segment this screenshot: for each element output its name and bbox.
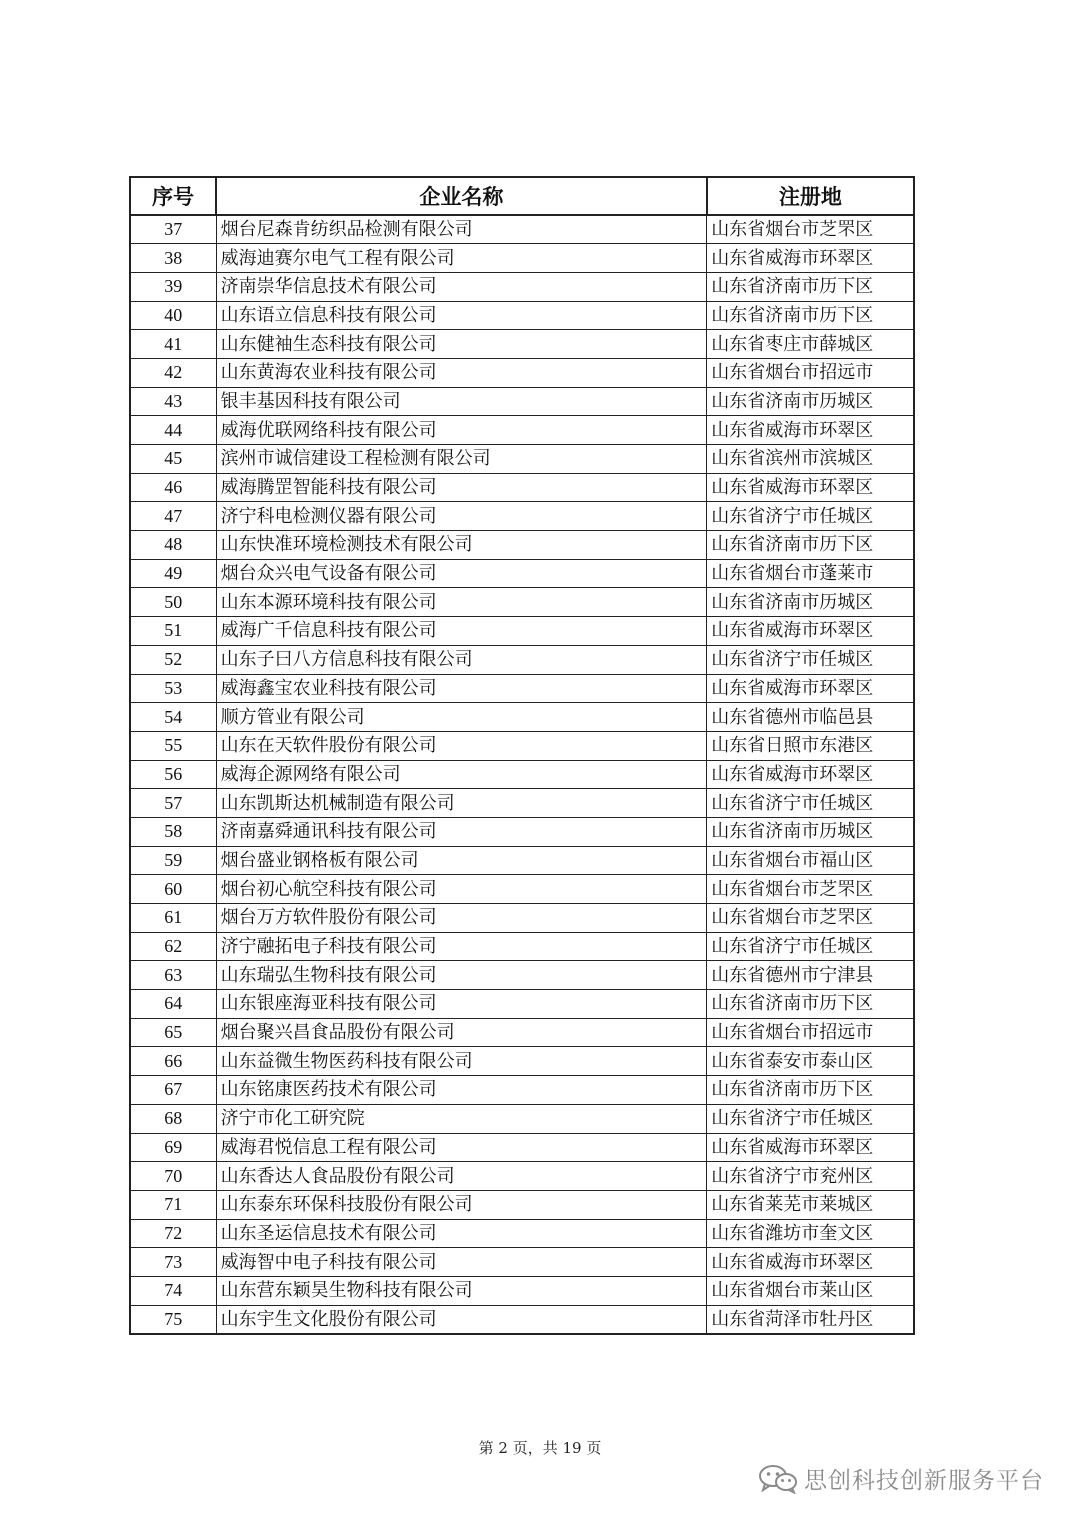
cell-registered-location: 山东省日照市东港区 xyxy=(707,731,914,760)
cell-serial-no: 74 xyxy=(130,1276,216,1305)
table-row xyxy=(130,1190,914,1219)
table-row xyxy=(130,473,914,502)
cell-registered-location: 山东省济宁市任城区 xyxy=(707,502,914,531)
cell-serial-no: 69 xyxy=(130,1133,216,1162)
cell-registered-location: 山东省莱芜市莱城区 xyxy=(707,1190,914,1219)
cell-registered-location: 山东省济南市历下区 xyxy=(707,301,914,330)
cell-serial-no: 38 xyxy=(130,244,216,273)
table-row xyxy=(130,1133,914,1162)
cell-serial-no: 51 xyxy=(130,617,216,646)
table-row xyxy=(130,1276,914,1305)
cell-serial-no: 48 xyxy=(130,531,216,560)
cell-registered-location: 山东省滨州市滨城区 xyxy=(707,445,914,474)
cell-serial-no: 57 xyxy=(130,789,216,818)
cell-registered-location: 山东省德州市临邑县 xyxy=(707,703,914,732)
cell-serial-no: 56 xyxy=(130,760,216,789)
cell-serial-no: 43 xyxy=(130,387,216,416)
cell-company-name: 济南嘉舜通讯科技有限公司 xyxy=(216,817,707,846)
cell-company-name: 威海优联网络科技有限公司 xyxy=(216,416,707,445)
table-row xyxy=(130,272,914,301)
cell-company-name: 山东泰东环保科技股份有限公司 xyxy=(216,1190,707,1219)
cell-company-name: 山东宇生文化股份有限公司 xyxy=(216,1305,707,1334)
table-row xyxy=(130,760,914,789)
header-registered-location: 注册地 xyxy=(707,177,914,215)
cell-registered-location: 山东省威海市环翠区 xyxy=(707,244,914,273)
watermark-text: 思创科技创新服务平台 xyxy=(804,1468,1044,1494)
table-row xyxy=(130,875,914,904)
cell-serial-no: 63 xyxy=(130,961,216,990)
cell-registered-location: 山东省济南市历城区 xyxy=(707,588,914,617)
table-row xyxy=(130,387,914,416)
cell-registered-location: 山东省威海市环翠区 xyxy=(707,416,914,445)
cell-company-name: 济宁科电检测仪器有限公司 xyxy=(216,502,707,531)
cell-company-name: 烟台盛业钢格板有限公司 xyxy=(216,846,707,875)
cell-company-name: 山东香达人食品股份有限公司 xyxy=(216,1162,707,1191)
cell-registered-location: 山东省济南市历下区 xyxy=(707,272,914,301)
cell-company-name: 山东健袖生态科技有限公司 xyxy=(216,330,707,359)
cell-company-name: 顺方管业有限公司 xyxy=(216,703,707,732)
table-row xyxy=(130,645,914,674)
cell-company-name: 威海企源网络有限公司 xyxy=(216,760,707,789)
cell-serial-no: 59 xyxy=(130,846,216,875)
cell-registered-location: 山东省威海市环翠区 xyxy=(707,473,914,502)
cell-company-name: 威海迪赛尔电气工程有限公司 xyxy=(216,244,707,273)
table-row xyxy=(130,904,914,933)
table-row xyxy=(130,416,914,445)
cell-registered-location: 山东省烟台市莱山区 xyxy=(707,1276,914,1305)
table-row xyxy=(130,1018,914,1047)
table-row xyxy=(130,932,914,961)
cell-registered-location: 山东省威海市环翠区 xyxy=(707,760,914,789)
cell-registered-location: 山东省泰安市泰山区 xyxy=(707,1047,914,1076)
cell-serial-no: 54 xyxy=(130,703,216,732)
cell-serial-no: 67 xyxy=(130,1076,216,1105)
cell-serial-no: 45 xyxy=(130,445,216,474)
table-row xyxy=(130,358,914,387)
table-row xyxy=(130,961,914,990)
header-serial-no: 序号 xyxy=(130,177,216,215)
cell-registered-location: 山东省潍坊市奎文区 xyxy=(707,1219,914,1248)
cell-company-name: 山东在天软件股份有限公司 xyxy=(216,731,707,760)
cell-company-name: 山东快准环境检测技术有限公司 xyxy=(216,531,707,560)
cell-serial-no: 75 xyxy=(130,1305,216,1334)
cell-registered-location: 山东省济宁市任城区 xyxy=(707,1104,914,1133)
cell-registered-location: 山东省济南市历下区 xyxy=(707,1076,914,1105)
cell-serial-no: 66 xyxy=(130,1047,216,1076)
cell-serial-no: 64 xyxy=(130,990,216,1019)
cell-registered-location: 山东省菏泽市牡丹区 xyxy=(707,1305,914,1334)
cell-serial-no: 60 xyxy=(130,875,216,904)
cell-registered-location: 山东省济南市历下区 xyxy=(707,531,914,560)
cell-company-name: 烟台聚兴昌食品股份有限公司 xyxy=(216,1018,707,1047)
cell-serial-no: 55 xyxy=(130,731,216,760)
cell-serial-no: 70 xyxy=(130,1162,216,1191)
cell-company-name: 山东子曰八方信息科技有限公司 xyxy=(216,645,707,674)
cell-company-name: 威海鑫宝农业科技有限公司 xyxy=(216,674,707,703)
cell-company-name: 滨州市诚信建设工程检测有限公司 xyxy=(216,445,707,474)
cell-company-name: 济宁融拓电子科技有限公司 xyxy=(216,932,707,961)
cell-company-name: 济南崇华信息技术有限公司 xyxy=(216,272,707,301)
cell-serial-no: 39 xyxy=(130,272,216,301)
cell-company-name: 山东营东颖昊生物科技有限公司 xyxy=(216,1276,707,1305)
cell-serial-no: 61 xyxy=(130,904,216,933)
cell-registered-location: 山东省威海市环翠区 xyxy=(707,1133,914,1162)
cell-registered-location: 山东省烟台市招远市 xyxy=(707,1018,914,1047)
cell-company-name: 山东凯斯达机械制造有限公司 xyxy=(216,789,707,818)
cell-company-name: 山东黄海农业科技有限公司 xyxy=(216,358,707,387)
cell-registered-location: 山东省济宁市任城区 xyxy=(707,789,914,818)
table-row xyxy=(130,244,914,273)
table-row xyxy=(130,703,914,732)
cell-registered-location: 山东省烟台市芝罘区 xyxy=(707,215,914,244)
company-table xyxy=(129,176,915,1335)
cell-company-name: 威海腾罡智能科技有限公司 xyxy=(216,473,707,502)
table-row xyxy=(130,731,914,760)
cell-registered-location: 山东省烟台市芝罘区 xyxy=(707,875,914,904)
cell-serial-no: 44 xyxy=(130,416,216,445)
header-company-name: 企业名称 xyxy=(216,177,707,215)
cell-registered-location: 山东省德州市宁津县 xyxy=(707,961,914,990)
cell-serial-no: 50 xyxy=(130,588,216,617)
table-row xyxy=(130,990,914,1019)
cell-registered-location: 山东省枣庄市薛城区 xyxy=(707,330,914,359)
cell-company-name: 济宁市化工研究院 xyxy=(216,1104,707,1133)
cell-registered-location: 山东省济南市历城区 xyxy=(707,817,914,846)
cell-company-name: 山东本源环境科技有限公司 xyxy=(216,588,707,617)
cell-serial-no: 71 xyxy=(130,1190,216,1219)
cell-company-name: 烟台初心航空科技有限公司 xyxy=(216,875,707,904)
cell-registered-location: 山东省烟台市蓬莱市 xyxy=(707,559,914,588)
cell-serial-no: 73 xyxy=(130,1248,216,1277)
table-row xyxy=(130,817,914,846)
cell-registered-location: 山东省烟台市招远市 xyxy=(707,358,914,387)
table-row xyxy=(130,559,914,588)
cell-company-name: 山东益微生物医药科技有限公司 xyxy=(216,1047,707,1076)
cell-serial-no: 37 xyxy=(130,215,216,244)
cell-serial-no: 47 xyxy=(130,502,216,531)
cell-company-name: 银丰基因科技有限公司 xyxy=(216,387,707,416)
cell-serial-no: 65 xyxy=(130,1018,216,1047)
table-row xyxy=(130,789,914,818)
cell-registered-location: 山东省烟台市福山区 xyxy=(707,846,914,875)
table-body xyxy=(130,215,914,1334)
cell-serial-no: 53 xyxy=(130,674,216,703)
cell-serial-no: 40 xyxy=(130,301,216,330)
cell-serial-no: 46 xyxy=(130,473,216,502)
table-row xyxy=(130,617,914,646)
cell-company-name: 山东语立信息科技有限公司 xyxy=(216,301,707,330)
table-row xyxy=(130,502,914,531)
cell-registered-location: 山东省济南市历城区 xyxy=(707,387,914,416)
cell-serial-no: 42 xyxy=(130,358,216,387)
table-row xyxy=(130,445,914,474)
cell-registered-location: 山东省济宁市任城区 xyxy=(707,645,914,674)
table-row xyxy=(130,1162,914,1191)
cell-serial-no: 62 xyxy=(130,932,216,961)
cell-serial-no: 41 xyxy=(130,330,216,359)
cell-registered-location: 山东省威海市环翠区 xyxy=(707,617,914,646)
table-row xyxy=(130,1248,914,1277)
table-row xyxy=(130,1047,914,1076)
cell-company-name: 山东银座海亚科技有限公司 xyxy=(216,990,707,1019)
cell-registered-location: 山东省烟台市芝罘区 xyxy=(707,904,914,933)
watermark xyxy=(758,1462,1044,1495)
table-row xyxy=(130,215,914,244)
cell-company-name: 威海广千信息科技有限公司 xyxy=(216,617,707,646)
table-row xyxy=(130,531,914,560)
table-row xyxy=(130,588,914,617)
cell-serial-no: 52 xyxy=(130,645,216,674)
wechat-icon xyxy=(758,1464,798,1494)
table-row xyxy=(130,1305,914,1334)
table-row xyxy=(130,301,914,330)
table-row xyxy=(130,674,914,703)
cell-company-name: 山东铭康医药技术有限公司 xyxy=(216,1076,707,1105)
cell-registered-location: 山东省济南市历下区 xyxy=(707,990,914,1019)
cell-registered-location: 山东省济宁市任城区 xyxy=(707,932,914,961)
cell-company-name: 威海智中电子科技有限公司 xyxy=(216,1248,707,1277)
cell-company-name: 烟台尼森肯纺织品检测有限公司 xyxy=(216,215,707,244)
cell-registered-location: 山东省济宁市兖州区 xyxy=(707,1162,914,1191)
table-row xyxy=(130,1076,914,1105)
cell-serial-no: 68 xyxy=(130,1104,216,1133)
cell-registered-location: 山东省威海市环翠区 xyxy=(707,674,914,703)
cell-company-name: 烟台万方软件股份有限公司 xyxy=(216,904,707,933)
table-row xyxy=(130,846,914,875)
table-header-row xyxy=(130,177,914,215)
cell-company-name: 山东圣运信息技术有限公司 xyxy=(216,1219,707,1248)
table-row xyxy=(130,330,914,359)
cell-company-name: 威海君悦信息工程有限公司 xyxy=(216,1133,707,1162)
cell-serial-no: 58 xyxy=(130,817,216,846)
cell-serial-no: 49 xyxy=(130,559,216,588)
cell-company-name: 山东瑞弘生物科技有限公司 xyxy=(216,961,707,990)
cell-registered-location: 山东省威海市环翠区 xyxy=(707,1248,914,1277)
cell-company-name: 烟台众兴电气设备有限公司 xyxy=(216,559,707,588)
page-number: 第 2 页，共 19 页 xyxy=(478,1439,602,1457)
table-row xyxy=(130,1104,914,1133)
cell-serial-no: 72 xyxy=(130,1219,216,1248)
table-row xyxy=(130,1219,914,1248)
